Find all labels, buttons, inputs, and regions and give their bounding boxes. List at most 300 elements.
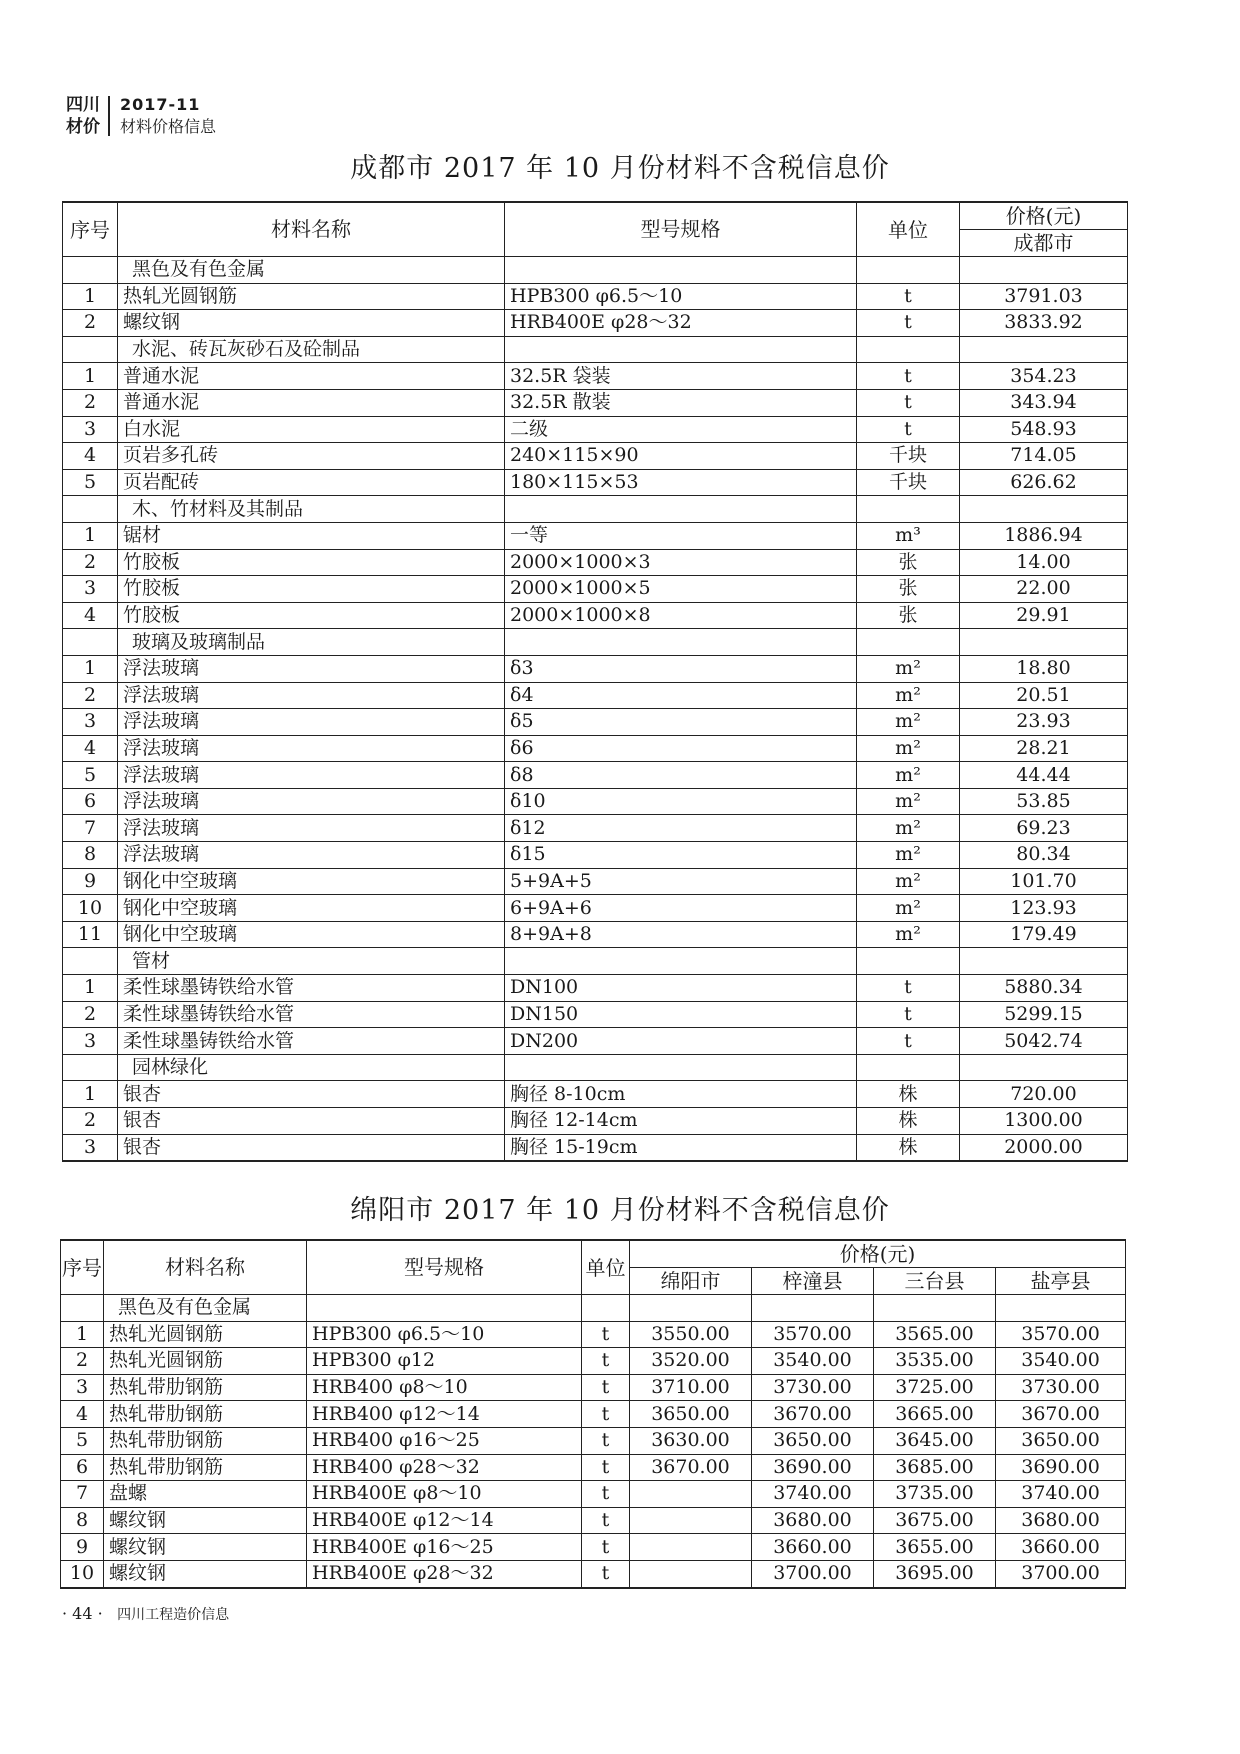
unit-cell: t (582, 1348, 630, 1375)
table-row (63, 788, 1128, 815)
price-cell: 1886.94 (960, 522, 1128, 549)
chengdu-table-body (63, 257, 1128, 1162)
row-number: 8 (63, 842, 118, 869)
material-name: 螺纹钢 (104, 1560, 307, 1587)
material-spec: δ5 (505, 709, 857, 736)
header-divider (108, 96, 110, 136)
mianyang-table-body (61, 1295, 1126, 1588)
row-number: 1 (63, 522, 118, 549)
table-row (61, 1534, 1126, 1561)
price-cell: 3655.00 (874, 1534, 996, 1561)
price-cell: 3735.00 (874, 1481, 996, 1508)
material-name: 普通水泥 (118, 363, 505, 390)
material-name: 浮法玻璃 (118, 682, 505, 709)
category-empty-cell (630, 1295, 752, 1322)
unit-cell: 千块 (857, 469, 960, 496)
price-cell: 22.00 (960, 576, 1128, 603)
price-cell: 3833.92 (960, 310, 1128, 337)
table-row (63, 443, 1128, 470)
category-name: 水泥、砖瓦灰砂石及砼制品 (118, 336, 505, 363)
material-name: 浮法玻璃 (118, 842, 505, 869)
material-name: 银杏 (118, 1108, 505, 1135)
unit-cell: t (857, 1028, 960, 1055)
price-cell: 3695.00 (874, 1560, 996, 1587)
material-name: 浮法玻璃 (118, 709, 505, 736)
category-row (63, 496, 1128, 523)
table-row (61, 1374, 1126, 1401)
material-name: 螺纹钢 (104, 1507, 307, 1534)
price-cell: 2000.00 (960, 1134, 1128, 1161)
category-empty-cell (857, 1054, 960, 1081)
price-cell (630, 1507, 752, 1534)
col-header-spec: 型号规格 (307, 1240, 582, 1295)
row-number: 3 (63, 1134, 118, 1161)
row-number: 2 (63, 310, 118, 337)
table-row (61, 1560, 1126, 1587)
row-number: 3 (63, 1028, 118, 1055)
row-number: 4 (63, 602, 118, 629)
category-row (63, 629, 1128, 656)
price-cell: 3670.00 (630, 1454, 752, 1481)
material-name: 螺纹钢 (104, 1534, 307, 1561)
category-no-cell (63, 257, 118, 284)
unit-cell: m² (857, 815, 960, 842)
unit-cell: t (582, 1374, 630, 1401)
unit-cell: t (857, 283, 960, 310)
row-number: 2 (63, 549, 118, 576)
row-number: 5 (61, 1427, 104, 1454)
row-number: 9 (63, 868, 118, 895)
category-empty-cell (505, 496, 857, 523)
table-row (63, 363, 1128, 390)
category-empty-cell (960, 629, 1128, 656)
category-empty-cell (505, 629, 857, 656)
material-spec: δ6 (505, 735, 857, 762)
material-name: 浮法玻璃 (118, 655, 505, 682)
material-name: 浮法玻璃 (118, 815, 505, 842)
unit-cell: t (582, 1507, 630, 1534)
category-empty-cell (960, 948, 1128, 975)
row-number: 2 (63, 389, 118, 416)
table-row (63, 1081, 1128, 1108)
table-row (63, 1028, 1128, 1055)
page-number: · 44 · (62, 1604, 103, 1623)
section-name: 材料价格信息 (120, 117, 217, 136)
row-number: 1 (63, 1081, 118, 1108)
table-row (61, 1481, 1126, 1508)
price-cell: 3700.00 (752, 1560, 874, 1587)
table-row (63, 469, 1128, 496)
unit-cell: t (857, 310, 960, 337)
col-header-city: 盐亭县 (996, 1268, 1126, 1295)
unit-cell: t (582, 1401, 630, 1428)
material-spec: HPB300 φ6.5～10 (505, 283, 857, 310)
price-cell: 3660.00 (752, 1534, 874, 1561)
material-name: 热轧光圆钢筋 (104, 1321, 307, 1348)
category-name: 玻璃及玻璃制品 (118, 629, 505, 656)
price-cell: 18.80 (960, 655, 1128, 682)
category-empty-cell (960, 1054, 1128, 1081)
row-number: 1 (63, 655, 118, 682)
category-empty-cell (960, 336, 1128, 363)
material-spec: 240×115×90 (505, 443, 857, 470)
category-empty-cell (960, 496, 1128, 523)
row-number: 10 (63, 895, 118, 922)
unit-cell: 张 (857, 602, 960, 629)
row-number: 3 (61, 1374, 104, 1401)
price-cell: 548.93 (960, 416, 1128, 443)
unit-cell: 株 (857, 1081, 960, 1108)
table-row (63, 682, 1128, 709)
table-row (63, 1134, 1128, 1161)
material-name: 热轧带肋钢筋 (104, 1374, 307, 1401)
table-row (63, 975, 1128, 1002)
material-spec: HPB300 φ6.5～10 (307, 1321, 582, 1348)
category-empty-cell (857, 948, 960, 975)
price-cell: 3665.00 (874, 1401, 996, 1428)
material-spec: 二级 (505, 416, 857, 443)
material-spec: δ12 (505, 815, 857, 842)
col-header-unit: 单位 (857, 202, 960, 257)
price-cell: 3645.00 (874, 1427, 996, 1454)
price-cell: 20.51 (960, 682, 1128, 709)
table-row (63, 895, 1128, 922)
row-number: 3 (63, 416, 118, 443)
category-name: 黑色及有色金属 (104, 1295, 307, 1322)
material-spec: HRB400E φ28～32 (505, 310, 857, 337)
price-cell: 14.00 (960, 549, 1128, 576)
material-spec: 2000×1000×8 (505, 602, 857, 629)
material-spec: 6+9A+6 (505, 895, 857, 922)
price-cell: 3730.00 (996, 1374, 1126, 1401)
material-spec: 胸径 12-14cm (505, 1108, 857, 1135)
price-cell: 29.91 (960, 602, 1128, 629)
material-name: 浮法玻璃 (118, 762, 505, 789)
material-name: 盘螺 (104, 1481, 307, 1508)
price-cell (630, 1560, 752, 1587)
row-number: 4 (63, 735, 118, 762)
price-cell: 5042.74 (960, 1028, 1128, 1055)
price-cell: 3730.00 (752, 1374, 874, 1401)
price-cell: 343.94 (960, 389, 1128, 416)
material-name: 热轧带肋钢筋 (104, 1454, 307, 1481)
material-spec: 5+9A+5 (505, 868, 857, 895)
material-spec: HRB400 φ28～32 (307, 1454, 582, 1481)
unit-cell: m² (857, 842, 960, 869)
price-cell: 3540.00 (996, 1348, 1126, 1375)
table-row (63, 735, 1128, 762)
table-row (61, 1401, 1126, 1428)
col-header-name: 材料名称 (118, 202, 505, 257)
category-name: 木、竹材料及其制品 (118, 496, 505, 523)
category-empty-cell (505, 948, 857, 975)
price-cell: 3535.00 (874, 1348, 996, 1375)
price-cell: 3710.00 (630, 1374, 752, 1401)
col-header-unit: 单位 (582, 1240, 630, 1295)
col-header-city: 成都市 (960, 230, 1128, 257)
category-empty-cell (505, 257, 857, 284)
material-spec: DN200 (505, 1028, 857, 1055)
category-no-cell (63, 1054, 118, 1081)
row-number: 2 (63, 682, 118, 709)
unit-cell: t (582, 1534, 630, 1561)
page-footer (62, 1604, 229, 1624)
table-row (63, 655, 1128, 682)
col-header-city: 绵阳市 (630, 1268, 752, 1295)
material-name: 螺纹钢 (118, 310, 505, 337)
price-cell: 3660.00 (996, 1534, 1126, 1561)
material-spec: HRB400E φ16～25 (307, 1534, 582, 1561)
material-spec: 32.5R 袋装 (505, 363, 857, 390)
price-cell: 3550.00 (630, 1321, 752, 1348)
row-number: 7 (63, 815, 118, 842)
table-row (63, 842, 1128, 869)
material-spec: δ8 (505, 762, 857, 789)
unit-cell: t (857, 1001, 960, 1028)
table-row (63, 1001, 1128, 1028)
category-no-cell (63, 948, 118, 975)
material-name: 普通水泥 (118, 389, 505, 416)
table-row (61, 1507, 1126, 1534)
material-spec: HRB400E φ28～32 (307, 1560, 582, 1587)
price-cell: 5880.34 (960, 975, 1128, 1002)
price-cell: 3690.00 (752, 1454, 874, 1481)
price-cell: 3650.00 (996, 1427, 1126, 1454)
price-cell: 28.21 (960, 735, 1128, 762)
price-cell: 3565.00 (874, 1321, 996, 1348)
material-name: 竹胶板 (118, 549, 505, 576)
material-name: 柔性球墨铸铁给水管 (118, 1028, 505, 1055)
material-spec: DN100 (505, 975, 857, 1002)
unit-cell: 千块 (857, 443, 960, 470)
material-name: 浮法玻璃 (118, 735, 505, 762)
material-name: 白水泥 (118, 416, 505, 443)
table-row (63, 310, 1128, 337)
table-row (61, 1454, 1126, 1481)
row-number: 4 (61, 1401, 104, 1428)
unit-cell: 张 (857, 576, 960, 603)
col-header-price: 价格(元) (630, 1240, 1126, 1268)
category-empty-cell (582, 1295, 630, 1322)
unit-cell: t (582, 1481, 630, 1508)
material-spec: 胸径 15-19cm (505, 1134, 857, 1161)
material-spec: HRB400 φ12～14 (307, 1401, 582, 1428)
price-cell: 1300.00 (960, 1108, 1128, 1135)
price-cell: 3540.00 (752, 1348, 874, 1375)
row-number: 6 (63, 788, 118, 815)
material-spec: HRB400E φ12～14 (307, 1507, 582, 1534)
category-empty-cell (857, 257, 960, 284)
price-cell: 3520.00 (630, 1348, 752, 1375)
brand-line2: 材价 (66, 117, 100, 137)
col-header-city: 梓潼县 (752, 1268, 874, 1295)
row-number: 11 (63, 921, 118, 948)
price-cell: 3570.00 (752, 1321, 874, 1348)
material-name: 页岩配砖 (118, 469, 505, 496)
material-name: 热轧光圆钢筋 (104, 1348, 307, 1375)
category-empty-cell (857, 496, 960, 523)
material-name: 银杏 (118, 1134, 505, 1161)
category-row (63, 948, 1128, 975)
price-cell: 3725.00 (874, 1374, 996, 1401)
row-number: 4 (63, 443, 118, 470)
material-spec: HPB300 φ12 (307, 1348, 582, 1375)
category-empty-cell (857, 336, 960, 363)
price-cell: 3685.00 (874, 1454, 996, 1481)
table-row (63, 416, 1128, 443)
unit-cell: m³ (857, 522, 960, 549)
material-name: 锯材 (118, 522, 505, 549)
category-name: 黑色及有色金属 (118, 257, 505, 284)
price-cell: 44.44 (960, 762, 1128, 789)
price-cell: 101.70 (960, 868, 1128, 895)
material-name: 钢化中空玻璃 (118, 921, 505, 948)
unit-cell: 株 (857, 1134, 960, 1161)
table-row (63, 762, 1128, 789)
material-spec: δ3 (505, 655, 857, 682)
price-cell: 3670.00 (752, 1401, 874, 1428)
table-row (61, 1321, 1126, 1348)
price-cell: 3675.00 (874, 1507, 996, 1534)
table-row (63, 522, 1128, 549)
unit-cell: t (582, 1454, 630, 1481)
unit-cell: t (582, 1321, 630, 1348)
category-empty-cell (505, 336, 857, 363)
category-no-cell (63, 336, 118, 363)
col-header-city: 三台县 (874, 1268, 996, 1295)
price-cell: 714.05 (960, 443, 1128, 470)
material-name: 页岩多孔砖 (118, 443, 505, 470)
col-header-price: 价格(元) (960, 202, 1128, 230)
unit-cell: m² (857, 735, 960, 762)
material-spec: HRB400 φ8～10 (307, 1374, 582, 1401)
category-empty-cell (960, 257, 1128, 284)
table-row (63, 389, 1128, 416)
price-cell: 3650.00 (752, 1427, 874, 1454)
brand-line1: 四川 (66, 95, 100, 115)
category-empty-cell (874, 1295, 996, 1322)
row-number: 1 (63, 975, 118, 1002)
category-empty-cell (307, 1295, 582, 1322)
price-cell: 3670.00 (996, 1401, 1126, 1428)
price-cell: 3791.03 (960, 283, 1128, 310)
material-spec: δ4 (505, 682, 857, 709)
unit-cell: t (857, 416, 960, 443)
row-number: 5 (63, 469, 118, 496)
mianyang-price-table (60, 1239, 1126, 1589)
price-cell: 3650.00 (630, 1401, 752, 1428)
row-number: 7 (61, 1481, 104, 1508)
table-row (61, 1427, 1126, 1454)
category-name: 园林绿化 (118, 1054, 505, 1081)
price-cell: 3570.00 (996, 1321, 1126, 1348)
col-header-no: 序号 (61, 1240, 104, 1295)
unit-cell: t (857, 975, 960, 1002)
price-cell: 3680.00 (996, 1507, 1126, 1534)
col-header-name: 材料名称 (104, 1240, 307, 1295)
price-cell: 80.34 (960, 842, 1128, 869)
row-number: 6 (61, 1454, 104, 1481)
row-number: 3 (63, 576, 118, 603)
category-empty-cell (996, 1295, 1126, 1322)
category-row (61, 1295, 1126, 1322)
table-row (61, 1348, 1126, 1375)
unit-cell: m² (857, 788, 960, 815)
price-cell: 69.23 (960, 815, 1128, 842)
material-spec: 2000×1000×5 (505, 576, 857, 603)
price-cell: 720.00 (960, 1081, 1128, 1108)
material-spec: δ10 (505, 788, 857, 815)
material-spec: DN150 (505, 1001, 857, 1028)
table-row (63, 921, 1128, 948)
unit-cell: 株 (857, 1108, 960, 1135)
unit-cell: 张 (857, 549, 960, 576)
row-number: 1 (61, 1321, 104, 1348)
material-spec: HRB400E φ8～10 (307, 1481, 582, 1508)
row-number: 9 (61, 1534, 104, 1561)
material-name: 浮法玻璃 (118, 788, 505, 815)
row-number: 2 (63, 1108, 118, 1135)
price-cell: 354.23 (960, 363, 1128, 390)
material-name: 钢化中空玻璃 (118, 895, 505, 922)
table-row (63, 868, 1128, 895)
table-row (63, 815, 1128, 842)
table-row (63, 709, 1128, 736)
price-cell: 626.62 (960, 469, 1128, 496)
material-name: 热轧带肋钢筋 (104, 1401, 307, 1428)
row-number: 2 (61, 1348, 104, 1375)
category-empty-cell (505, 1054, 857, 1081)
material-name: 竹胶板 (118, 576, 505, 603)
unit-cell: m² (857, 655, 960, 682)
price-cell: 53.85 (960, 788, 1128, 815)
col-header-spec: 型号规格 (505, 202, 857, 257)
price-cell: 179.49 (960, 921, 1128, 948)
table-row (63, 602, 1128, 629)
material-spec: 32.5R 散装 (505, 389, 857, 416)
table-row (63, 549, 1128, 576)
material-spec: 一等 (505, 522, 857, 549)
unit-cell: m² (857, 709, 960, 736)
material-spec: δ15 (505, 842, 857, 869)
category-no-cell (63, 496, 118, 523)
row-number: 2 (63, 1001, 118, 1028)
row-number: 1 (63, 283, 118, 310)
row-number: 10 (61, 1560, 104, 1587)
material-name: 柔性球墨铸铁给水管 (118, 975, 505, 1002)
col-header-no: 序号 (63, 202, 118, 257)
category-empty-cell (752, 1295, 874, 1322)
category-no-cell (63, 629, 118, 656)
unit-cell: t (582, 1427, 630, 1454)
price-cell: 3700.00 (996, 1560, 1126, 1587)
unit-cell: t (582, 1560, 630, 1587)
category-row (63, 336, 1128, 363)
unit-cell: t (857, 389, 960, 416)
material-spec: HRB400 φ16～25 (307, 1427, 582, 1454)
material-spec: 2000×1000×3 (505, 549, 857, 576)
unit-cell: t (857, 363, 960, 390)
category-row (63, 257, 1128, 284)
price-cell: 3630.00 (630, 1427, 752, 1454)
price-cell (630, 1481, 752, 1508)
material-name: 银杏 (118, 1081, 505, 1108)
table1-title: 成都市 2017 年 10 月份材料不含税信息价 (350, 153, 890, 184)
row-number: 5 (63, 762, 118, 789)
price-cell (630, 1534, 752, 1561)
price-cell: 3740.00 (996, 1481, 1126, 1508)
table-row (63, 1108, 1128, 1135)
